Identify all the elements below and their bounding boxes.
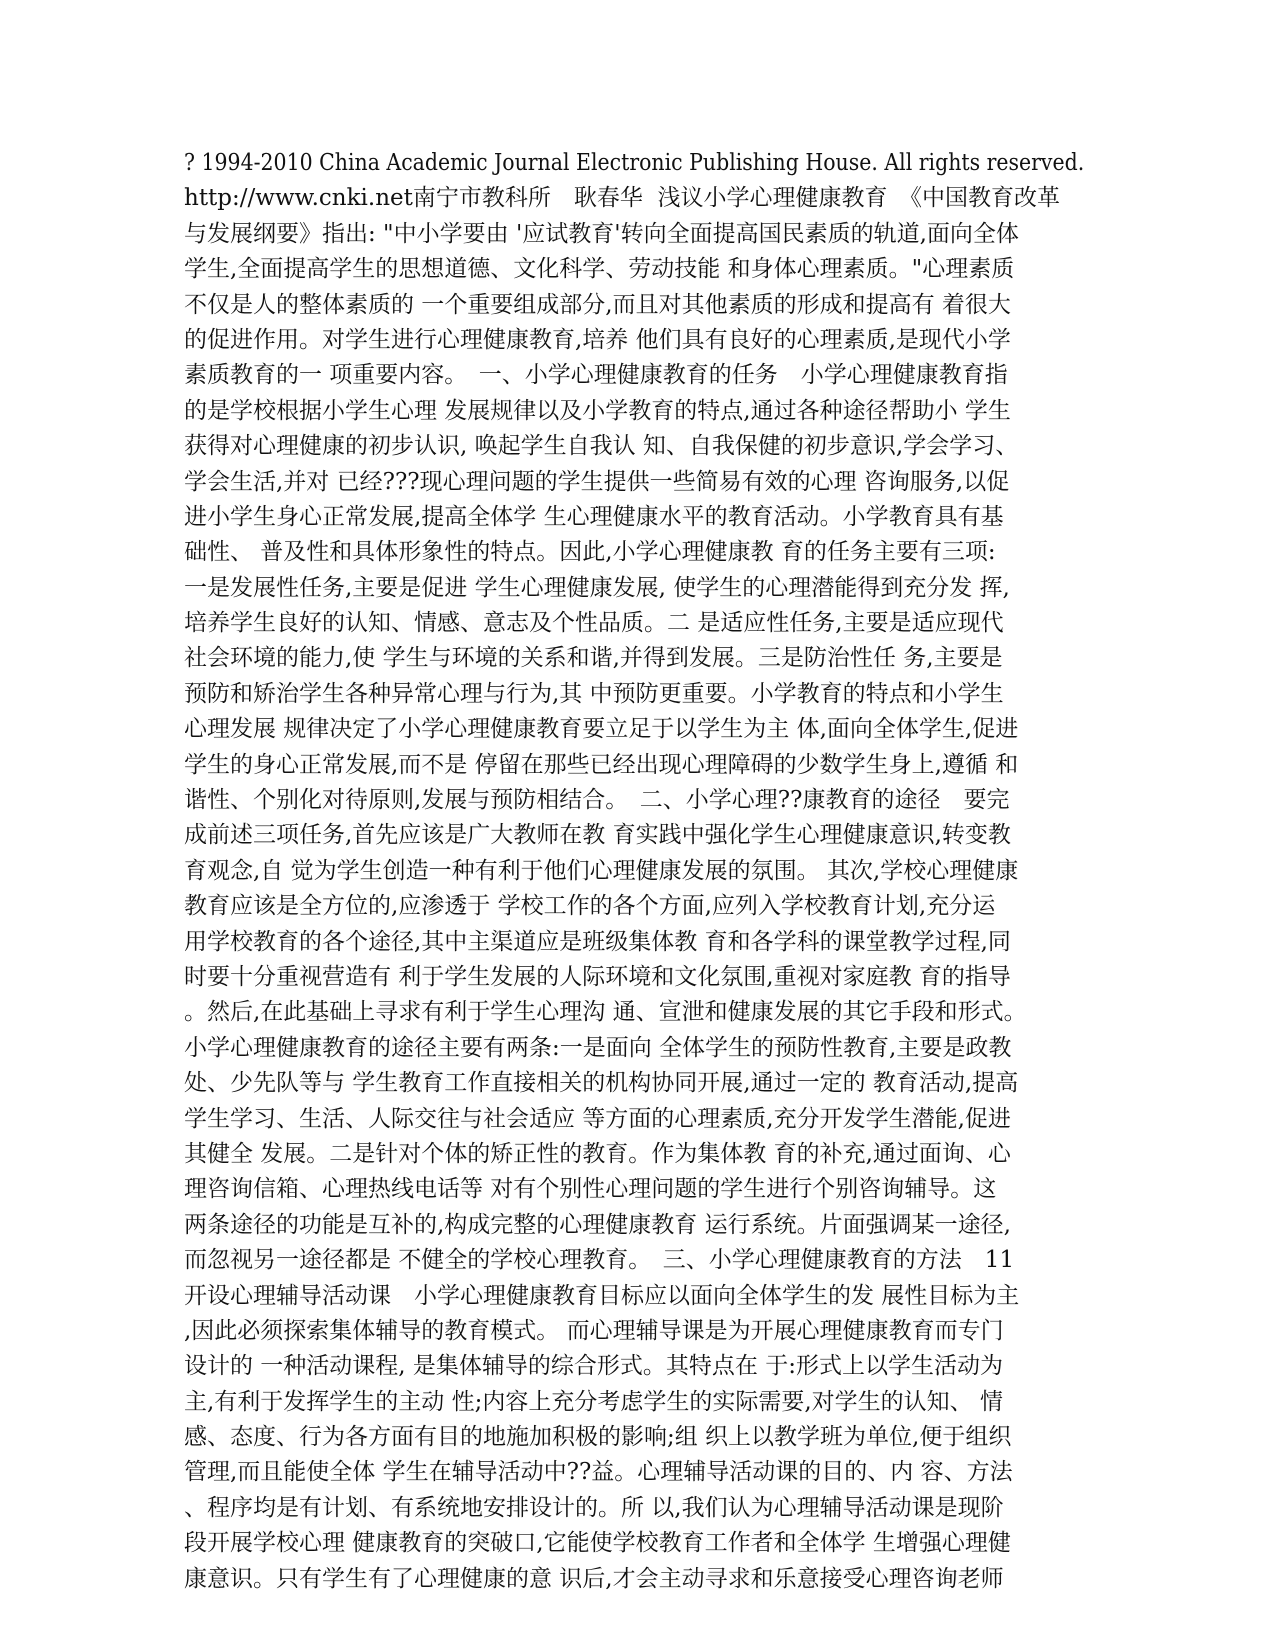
text-line: 小学心理健康教育的途径主要有两条:一是面向 全体学生的预防性教育,主要是政教 xyxy=(184,1034,1012,1061)
text-line: 育观念,自 觉为学生创造一种有利于他们心理健康发展的氛围。 其次,学校心理健康 xyxy=(184,857,1019,884)
text-line: 础性、 普及性和具体形象性的特点。因此,小学心理健康教 育的任务主要有三项: xyxy=(184,539,996,566)
text-line: 社会环境的能力,使 学生与环境的关系和谐,并得到发展。三是防治性任 务,主要是 xyxy=(184,645,1003,672)
text-line: 开设心理辅导活动课 小学心理健康教育目标应以面向全体学生的发 展性目标为主 xyxy=(184,1282,1020,1309)
text-line: 学生学习、生活、人际交往与社会适应 等方面的心理素质,充分开发学生潜能,促进 xyxy=(184,1105,1011,1132)
text-line: 、程序均是有计划、有系统地安排设计的。所 以,我们认为心理辅导活动课是现阶 xyxy=(184,1494,1004,1521)
text-line: 主,有利于发挥学生的主动 性;内容上充分考虑学生的实际需要,对学生的认知、 情 xyxy=(184,1388,1003,1415)
text-line: 处、少先队等与 学生教育工作直接相关的机构协同开展,通过一定的 教育活动,提高 xyxy=(184,1070,1019,1097)
text-line: 管理,而且能使全体 学生在辅导活动中??益。心理辅导活动课的目的、内 容、方法 xyxy=(184,1459,1013,1486)
text-line: 而忽视另一途径都是 不健全的学校心理教育。 三、小学心理健康教育的方法 11 xyxy=(184,1247,1015,1274)
text-line: 。然后,在此基础上寻求有利于学生心理沟 通、宣泄和健康发展的其它手段和形式。 xyxy=(184,999,1027,1026)
text-line: 学会生活,并对 已经???现心理问题的学生提供一些简易有效的心理 咨询服务,以促 xyxy=(184,468,1010,495)
text-line: 与发展纲要》指出: "中小学要由 '应试教育'转向全面提高国民素质的轨道,面向全体 xyxy=(184,220,1019,247)
text-line: 的促进作用。对学生进行心理健康教育,培养 他们具有良好的心理素质,是现代小学 xyxy=(184,326,1011,353)
text-line: 素质教育的一 项重要内容。 一、小学心理健康教育的任务 小学心理健康教育指 xyxy=(184,362,1008,389)
text-line: 培养学生良好的认知、情感、意志及个性品质。二 是适应性任务,主要是适应现代 xyxy=(184,610,1004,637)
text-line: 学生的身心正常发展,而不是 停留在那些已经出现心理障碍的少数学生身上,遵循 和 xyxy=(184,751,1019,778)
text-line: 段开展学校心理 健康教育的突破口,它能使学校教育工作者和全体学 生增强心理健 xyxy=(184,1530,1011,1557)
text-line: 预防和矫治学生各种异常心理与行为,其 中预防更重要。小学教育的特点和小学生 xyxy=(184,680,1004,707)
text-line: http://www.cnki.net南宁市教科所 耿春华 浅议小学心理健康教育 《中国教育改革 xyxy=(184,185,1060,212)
text-line: 获得对心理健康的初步认识, 唤起学生自我认 知、自我保健的初步意识,学会学习、 xyxy=(184,433,1019,460)
text-line: ? 1994-2010 China Academic Journal Electronic Publishing House. All rights reserved. xyxy=(184,150,1085,176)
text-line: 谐性、个别化对待原则,发展与预防相结合。 二、小学心理??康教育的途径 要完 xyxy=(184,787,1010,814)
text-line: 教育应该是全方位的,应渗透于 学校工作的各个方面,应列入学校教育计划,充分运 xyxy=(184,893,996,920)
text-line: 不仅是人的整体素质的 一个重要组成部分,而且对其他素质的形成和提高有 着很大 xyxy=(184,291,1011,318)
text-line: 两条途径的功能是互补的,构成完整的心理健康教育 运行系统。片面强调某一途径, xyxy=(184,1211,1011,1238)
text-line: 感、态度、行为各方面有目的地施加积极的影响;组 织上以教学班为单位,便于组织 xyxy=(184,1424,1012,1451)
text-line: 设计的 一种活动课程, 是集体辅导的综合形式。其特点在 于:形式上以学生活动为 xyxy=(184,1353,1003,1380)
text-line: 康意识。只有学生有了心理健康的意 识后,才会主动寻求和乐意接受心理咨询老师 xyxy=(184,1565,1004,1592)
text-line: 进小学生身心正常发展,提高全体学 生心理健康水平的教育活动。小学教育具有基 xyxy=(184,503,1004,530)
article-body xyxy=(184,146,1084,1597)
text-line: ,因此必须探索集体辅导的教育模式。 而心理辅导课是为开展心理健康教育而专门 xyxy=(184,1317,1004,1344)
text-line: 学生,全面提高学生的思想道德、文化科学、劳动技能 和身体心理素质。"心理素质 xyxy=(184,256,1015,283)
text-line: 的是学校根据小学生心理 发展规律以及小学教育的特点,通过各种途径帮助小 学生 xyxy=(184,397,1011,424)
text-line: 成前述三项任务,首先应该是广大教师在教 育实践中强化学生心理健康意识,转变教 xyxy=(184,822,1011,849)
text-line: 其健全 发展。二是针对个体的矫正性的教育。作为集体教 育的补充,通过面询、心 xyxy=(184,1140,1011,1167)
text-line: 用学校教育的各个途径,其中主渠道应是班级集体教 育和各学科的课堂教学过程,同 xyxy=(184,928,1011,955)
text-line: 时要十分重视营造有 利于学生发展的人际环境和文化氛围,重视对家庭教 育的指导 xyxy=(184,963,1011,990)
text-line: 心理发展 规律决定了小学心理健康教育要立足于以学生为主 体,面向全体学生,促进 xyxy=(184,716,1019,743)
text-line: 理咨询信箱、心理热线电话等 对有个别性心理问题的学生进行个别咨询辅导。这 xyxy=(184,1176,997,1203)
text-line: 一是发展性任务,主要是促进 学生心理健康发展, 使学生的心理潜能得到充分发 挥, xyxy=(184,574,1010,601)
